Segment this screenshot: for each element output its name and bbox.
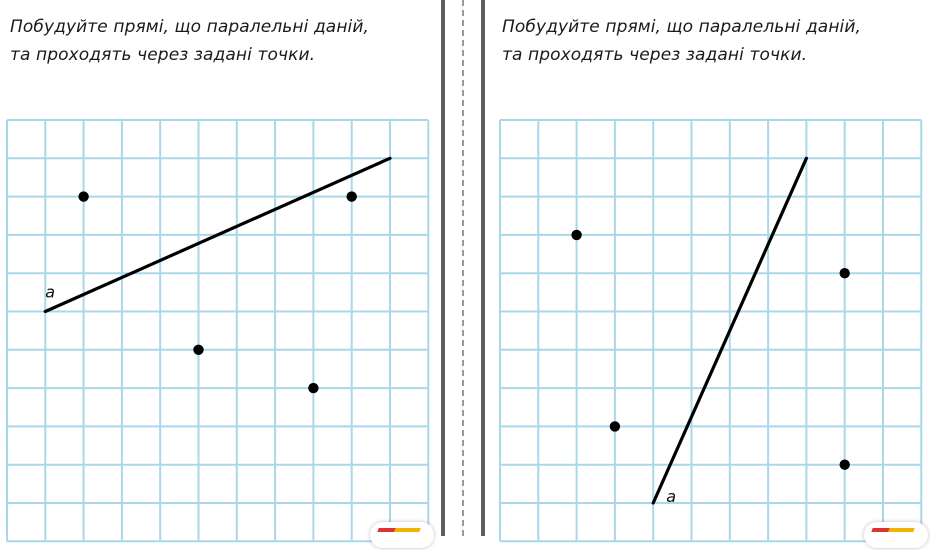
given-point [78,191,88,201]
grid-area [7,120,429,550]
grid-area [500,120,922,550]
worksheet-panel-right [486,0,930,536]
given-point [308,383,318,393]
task-line-1: Побудуйте прямі, що паралельні даній, [502,17,862,37]
panel-divider-right [481,0,485,536]
grid-lines [500,120,921,541]
logo-badge [864,522,928,548]
cut-line [462,0,464,536]
given-point [347,191,357,201]
panel-divider-left [441,0,445,536]
line-label-a: a [45,282,56,302]
task-line-2: та проходять через задані точки. [10,45,316,65]
task-instruction [502,13,861,69]
given-point [193,345,203,355]
given-point [571,230,581,240]
line-label-a: a [666,487,677,506]
given-point [610,421,620,431]
task-instruction [10,13,369,69]
worksheet-panel-left [0,0,441,536]
task-line-1: Побудуйте прямі, що паралельні даній, [10,17,370,37]
logo-badge [370,522,434,548]
grid-lines [7,120,428,541]
given-point [840,268,850,278]
given-point [840,460,850,470]
task-line-2: та проходять через задані точки. [502,45,808,65]
